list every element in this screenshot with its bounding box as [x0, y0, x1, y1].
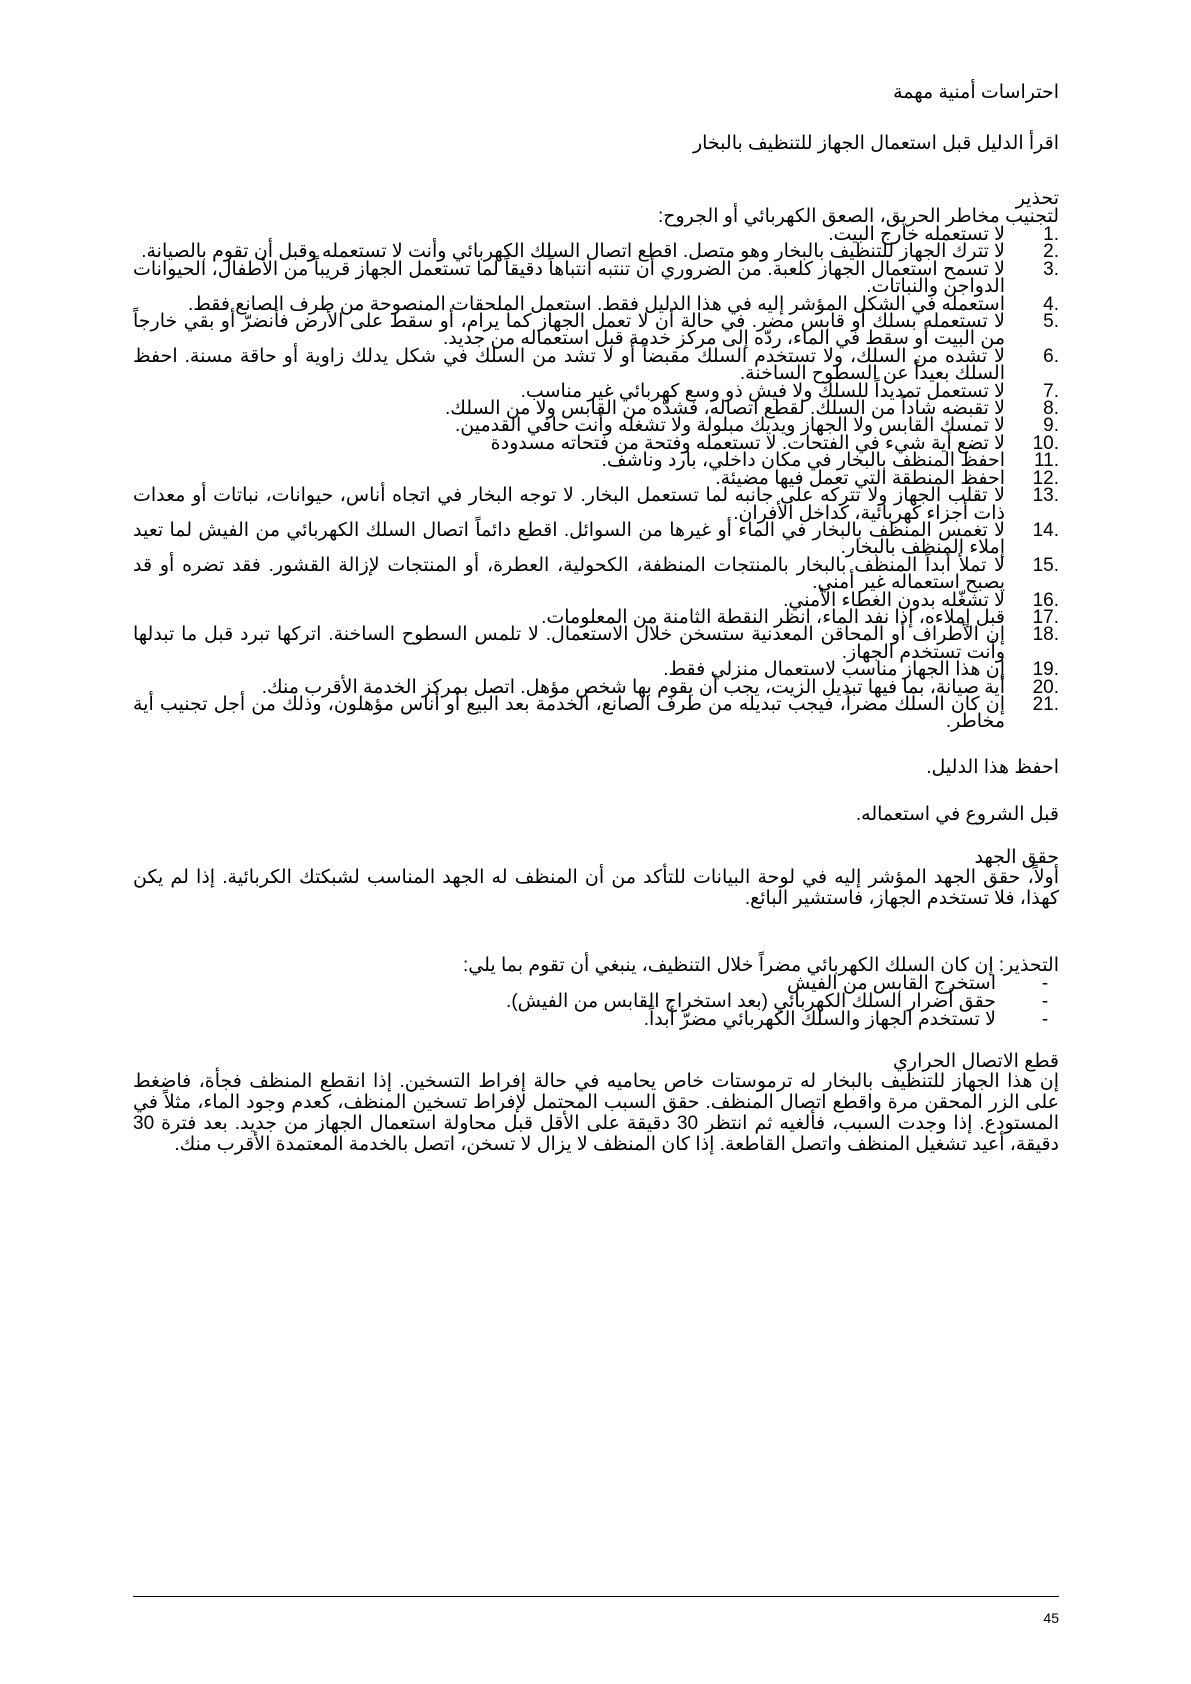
page-number: 45	[1043, 1610, 1059, 1626]
item-number: 7.	[1043, 380, 1059, 402]
item-text: لا تستعمل تمديداً للسلك ولا فيش ذو وسع كهربائي غير مناسب.	[520, 380, 1005, 402]
read-manual-notice: اقرأ الدليل قبل استعمال الجهاز للتنظيف بالبخار	[692, 133, 1059, 154]
item-text: إن الأطراف أو المحاقن المعدنية ستسخن خلال الاستعمال. لا تلمس السطوح الساخنة. اتركها تبرد قبل ما تبدلها وأنت تستخدم الجهاز.	[133, 624, 1005, 663]
item-number: 15.	[1032, 554, 1059, 576]
item-text: لا تترك الجهاز للتنظيف بالبخار وهو متصل. اقطع اتصال السلك الكهربائي وأنت لا تستعمله وقبل أن تقوم بالصيانة.	[141, 241, 1005, 263]
item-number: 9.	[1043, 415, 1059, 437]
item-text: لا تقبضه شاداً من السلك. لقطع اتصاله، فشدّه من القابس ولا من السلك.	[444, 398, 1005, 420]
item-number: 6.	[1043, 345, 1059, 367]
item-number: 16.	[1032, 589, 1059, 611]
item-number: 3.	[1043, 258, 1059, 280]
item-dash: -	[1041, 972, 1049, 994]
item-text: حقق أضرار السلك الكهربائي (بعد استخراج القابس من الفيش).	[506, 990, 996, 1012]
item-text: لا تشده من السلك، ولا تستخدم السلك مقبضاً أو لا تشد من السلك في شكل يدلك زاوية أو حاقة مسنة. احفظ السلك بعيداً عن السطوح الساخنة.	[133, 345, 1005, 385]
safety-item	[133, 693, 1059, 733]
item-text: احفظ المنطقة التي تعمل فيها مضيئة.	[715, 467, 1005, 489]
item-text: لا تقلب الجهاز ولا تتركه على جانبه لما تستعمل البخار. لا توجه البخار في اتجاه أناس، حيوانات، نباتات أو معدات ذات أجزاء كهربائية، كداخل الأفران.	[133, 485, 1005, 524]
cord-warning-intro: التحذير: إن كان السلك الكهربائي مضراً خلال التنظيف، ينبغي أن تقوم بما يلي:	[463, 954, 1059, 976]
cord-warning-item	[133, 1008, 1059, 1030]
item-number: 8.	[1043, 398, 1059, 420]
item-text: استعمله في الشكل المؤشر إليه في هذا الدليل فقط. استعمل الملحقات المنصوحة من طرف الصانع فقط.	[187, 293, 1005, 315]
safety-item	[133, 258, 1059, 298]
item-number: 10.	[1032, 432, 1059, 454]
item-number: 21.	[1032, 693, 1059, 715]
item-number: 19.	[1032, 659, 1059, 681]
safety-item	[133, 345, 1059, 385]
warning-intro: لتجنيب مخاطر الحريق، الصعق الكهربائي أو الجروح:	[657, 206, 1059, 227]
item-number: 14.	[1032, 519, 1059, 541]
item-number: 5.	[1043, 311, 1059, 333]
safety-title: احتراسات أمنية مهمة	[893, 82, 1059, 103]
safety-item	[133, 519, 1059, 559]
warning-heading: تحذير	[1015, 188, 1059, 209]
voltage-text: أولاً، حقق الجهد المؤشر إليه في لوحة البيانات للتأكد من أن المنظف له الجهد المناسب لشبكتك الكربائية. إذا لم يكن كهذا، فلا تستخدم الجهاز، فاستشير البائع.	[133, 866, 1059, 909]
item-text: لا تشغّله بدون الغطاء الأمني.	[783, 589, 1005, 611]
safety-instructions-list	[133, 226, 1059, 731]
safety-item	[133, 487, 1059, 522]
footer-divider	[133, 1596, 1059, 1597]
item-number: 2.	[1043, 241, 1059, 263]
item-text: احفظ المنظف بالبخار في مكان داخلي، بارد وناشف.	[601, 450, 1005, 472]
voltage-heading: حقق الجهد	[974, 846, 1059, 868]
before-use-note: قبل الشروع في استعماله.	[855, 803, 1059, 825]
safety-item	[133, 554, 1059, 594]
item-text: قبل إملاءه، إذا نفد الماء، انظر النقطة الثامنة من المعلومات.	[541, 606, 1005, 628]
item-text: لا تضع أية شيء في الفتحات. لا تستعمله وفتحة من فتحاته مسدودة	[490, 432, 1005, 454]
item-text: لا تسمح استعمال الجهاز كلعبة. من الضروري أن تنتبه انتباهاً دقيقاً لما تستعمل الجهاز قريباً من الأطفال، الحيوانات الدواجن والنباتات.	[133, 258, 1005, 298]
item-text: أية صيانة، بما فيها تبديل الزيت، يجب أن يقوم بها شخص مؤهل. اتصل بمركز الخدمة الأقرب منك.	[261, 676, 1005, 698]
item-number: 13.	[1032, 485, 1059, 507]
item-text: استخرج القابس من الفيش	[786, 972, 996, 994]
item-text: إن هذا الجهاز مناسب لاستعمال منزلي فقط.	[663, 659, 1005, 681]
item-text: لا تستخدم الجهاز والسلك الكهربائي مضرّ أبداً.	[643, 1008, 996, 1030]
item-number: 17.	[1032, 606, 1059, 628]
item-number: 11.	[1033, 450, 1059, 472]
item-number: 20.	[1032, 676, 1059, 698]
item-text: لا تملأ أبداً المنظف بالبخار بالمنتجات المنظفة، الكحولية، العطرة، أو المنتجات لإزالة القشور. فقد تضره أو قد يصبح استعماله غير أمني.	[133, 554, 1005, 594]
item-text: لا تستعمله بسلك أو قابس مضر. في حالة أن لا تعمل الجهاز كما يرام، أو سقط على الأرض فأنضرّ أو بقي خارجاً من البيت أو سقط في الماء، ردّه إلى مركز خدمة قبل استعماله من جديد.	[133, 311, 1005, 350]
page-content	[133, 82, 1059, 1155]
item-number: 1.	[1043, 224, 1059, 245]
item-number: 18.	[1032, 624, 1059, 646]
cord-warning-list	[133, 972, 1059, 1030]
item-number: 12.	[1032, 467, 1059, 489]
item-dash: -	[1041, 1008, 1049, 1030]
thermal-heading: قطع الاتصال الحراري	[893, 1050, 1059, 1072]
item-text: إن كان السلك مضراً، فيجب تبديله من طرف الصانع، الخدمة بعد البيع أو أناس مؤهلون، وذلك من أجل تجنيب أية مخاطر.	[133, 693, 1005, 733]
safety-item	[133, 313, 1059, 348]
item-dash: -	[1041, 990, 1049, 1012]
safety-item	[133, 626, 1059, 661]
item-text: لا تستعمله خارج البيت.	[828, 224, 1005, 245]
item-text: لا تغمس المنظف بالبخار في الماء أو غيرها من السوائل. اقطع دائماً اتصال السلك الكهربائي من الفيش لما تعيد إملاء المنظف بالبخار.	[133, 519, 1005, 559]
keep-manual-note: احفظ هذا الدليل.	[926, 756, 1059, 778]
item-text: لا تمسك القابس ولا الجهاز ويديك مبلولة ولا تشغله وأنت حافي القدمين.	[455, 415, 1005, 437]
item-number: 4.	[1043, 293, 1059, 315]
thermal-text: إن هذا الجهاز للتنظيف بالبخار له ترموستات خاص يحاميه في حالة إفراط التسخين. إذا انقطع المنظف فجأة، فاضغط على الزر المحقن مرة واقطع اتصال المنظف. حقق السبب المحتمل لإفراط تسخين المنظف، كعدم وجود الماء، مثلاً في المستودع. إذا وجدت السبب، فألغيه ثم انتظر 30 دقيقة على الأقل قبل محاولة استعمال الجهاز من جديد. بعد فترة 30 دقيقة، أعيد تشغيل المنظف واتصل القاطعة. إذا كان المنظف لا يزال لا تسخن، اتصل بالخدمة المعتمدة الأقرب منك.	[133, 1070, 1060, 1155]
